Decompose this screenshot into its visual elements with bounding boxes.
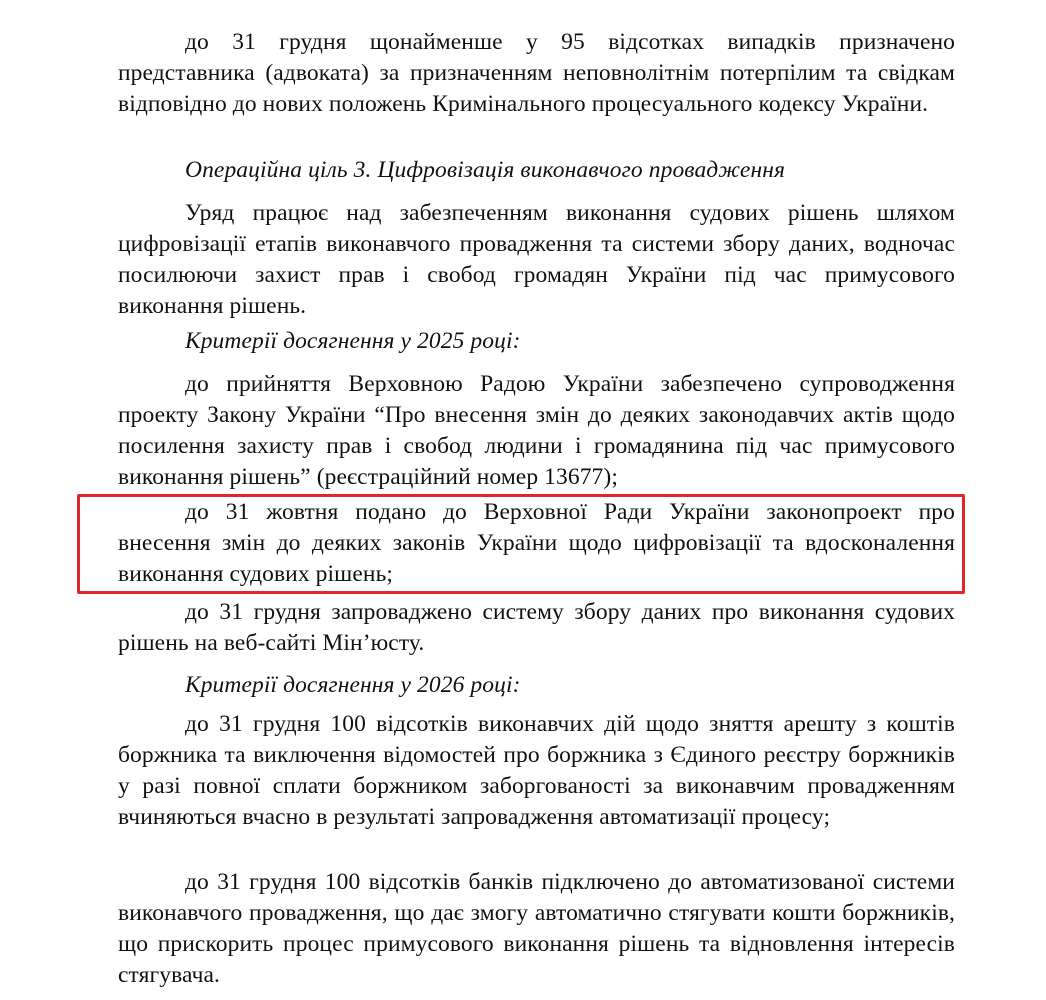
paragraph-government-work: Уряд працює над забезпеченням виконання судових рішень шляхом цифровізації етапів виконавчого провадження та системи збору даних, водночас посилюючи захист прав і свобод громадян України під час примусового виконання рішень. <box>118 200 955 319</box>
paragraph-lawyer-appointment: до 31 грудня щонайменше у 95 відсотках випадків призначено представника (адвоката) за призначенням неповнолітнім потерпілим та свідкам відповідно до нових положень Кримінального процесуального кодексу України. <box>118 29 955 117</box>
operational-goal-heading: Операційна ціль 3. Цифровізація виконавчого провадження <box>185 157 785 183</box>
criteria-2025-heading: Критерії досягнення у 2025 році: <box>185 328 521 354</box>
criteria-2026-heading: Критерії досягнення у 2026 році: <box>185 672 521 698</box>
paragraph-arrest-removal: до 31 грудня 100 відсотків виконавчих дій щодо зняття арешту з коштів боржника та виключення відомостей про боржника з Єдиного реєстру боржників у разі повної сплати боржником заборгованості за виконавчим провадженням вчиняються вчасно в результаті запровадження автоматизації процесу; <box>118 711 955 830</box>
paragraph-law-13677: до прийняття Верховною Радою України забезпечено супроводження проекту Закону України “Про внесення змін до деяких законодавчих актів щодо посилення захисту прав і свобод людини і громадянина під час примусового виконання рішень” (реєстраційний номер 13677); <box>118 371 955 490</box>
paragraph-banks-connected: до 31 грудня 100 відсотків банків підключено до автоматизованої системи виконавчого провадження, що дає змогу автоматично стягувати кошти боржників, що прискорить процес примусового виконання рішень та відновлення інтересів стягувача. <box>118 869 955 988</box>
paragraph-data-collection-system: до 31 грудня запроваджено систему збору даних про виконання судових рішень на веб-сайті Мін’юсту. <box>118 599 955 656</box>
paragraph-october-31-bill: до 31 жовтня подано до Верховної Ради України законопроект про внесення змін до деяких законів України щодо цифровізації та вдосконалення виконання судових рішень; <box>118 499 955 587</box>
